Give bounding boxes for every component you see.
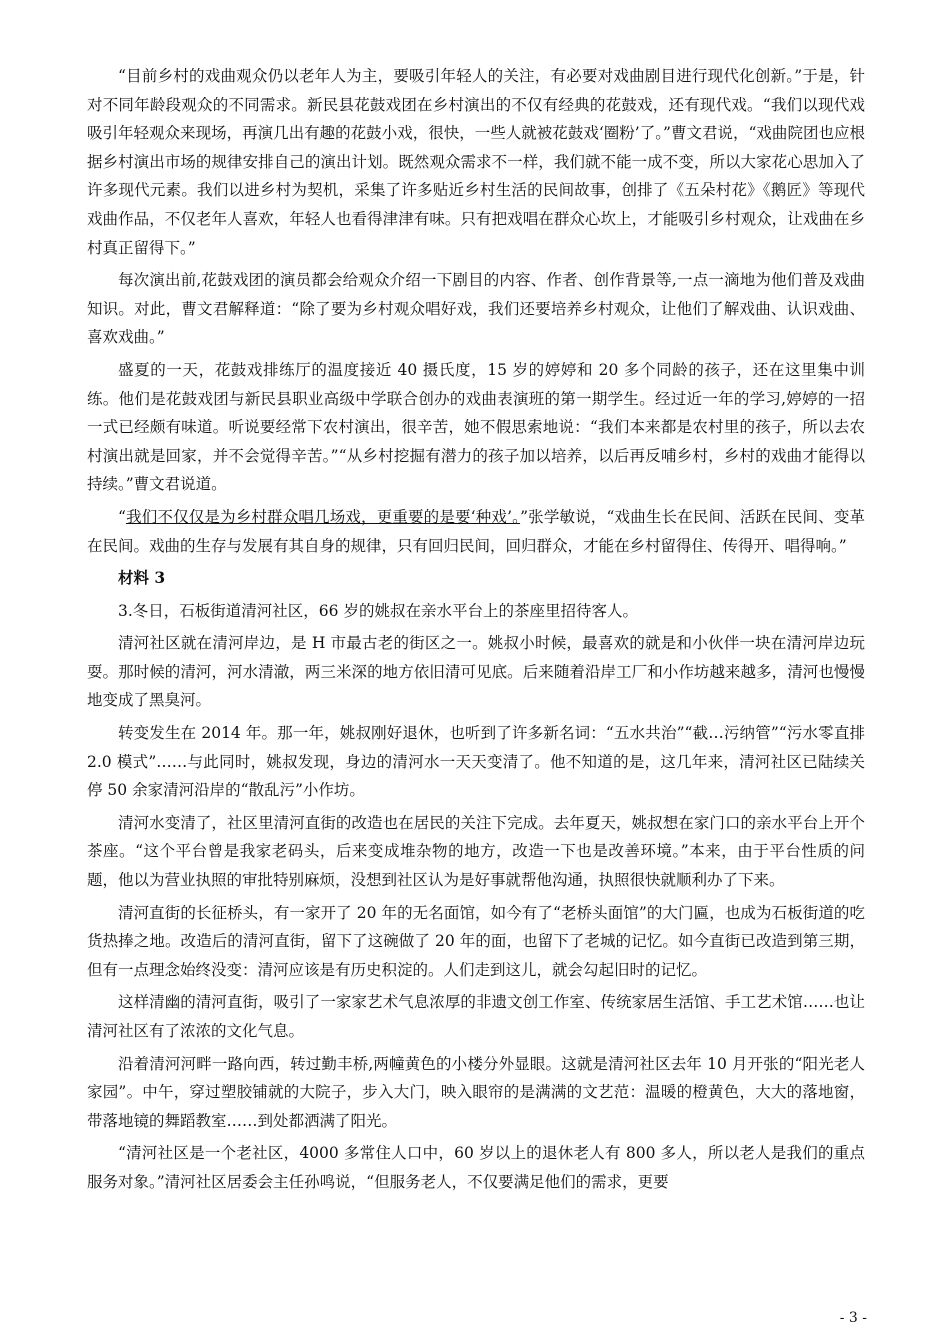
paragraph: 清河社区就在清河岸边，是 H 市最古老的街区之一。姚叔小时候，最喜欢的就是和小伙伴一块在清河岸边玩耍。那时候的清河，河水清澈，两三米深的地方依旧清可见底。后来随着沿岸工厂和小作坊越来越多，清河也慢慢地变成了黑臭河。 xyxy=(87,634,865,710)
paragraph: “清河社区是一个老社区，4000 多常住人口中，60 岁以上的退休老人有 800 多人，所以老人是我们的重点服务对象。”清河社区居委会主任孙鸣说，“但服务老人，不仅要满足他们的需求，更要 xyxy=(87,1144,865,1191)
paragraph: 每次演出前,花鼓戏团的演员都会给观众介绍一下剧目的内容、作者、创作背景等,一点一滴地为他们普及戏曲知识。对此，曹文君解释道：“除了要为乡村观众唱好戏，我们还要培养乡村观众，让他们了解戏曲、认识戏曲、喜欢戏曲。” xyxy=(87,271,865,347)
paragraph: 转变发生在 2014 年。那一年，姚叔刚好退休，也听到了许多新名词：“五水共治”“截…污纳管”“污水零直排 2.0 模式”……与此同时，姚叔发现，身边的清河水一天天变清了。他不知道的是，这几年来，清河社区已陆续关停 50 余家清河沿岸的“散乱污”小作坊。 xyxy=(87,724,865,800)
page-number: - 3 - xyxy=(839,1310,867,1326)
quote-paragraph xyxy=(87,503,865,560)
paragraph: 沿着清河河畔一路向西，转过勤丰桥,两幢黄色的小楼分外显眼。这就是清河社区去年 10 月开张的“阳光老人家园”。中午，穿过塑胶铺就的大院子，步入大门，映入眼帘的是满满的文艺范：温暖的橙黄色，大大的落地窗，带落地镜的舞蹈教室……到处都洒满了阳光。 xyxy=(87,1054,865,1130)
paragraph: 清河水变清了，社区里清河直街的改造也在居民的关注下完成。去年夏天，姚叔想在家门口的亲水平台上开个茶座。“这个平台曾是我家老码头，后来变成堆杂物的地方，改造一下也是改善环境。”本来，由于平台性质的问题，他以为营业执照的审批特别麻烦，没想到社区认为是好事就帮他沟通，执照很快就顺利办了下来。 xyxy=(87,813,865,890)
quote-open: “ xyxy=(118,507,126,526)
section-heading: 材料 3 xyxy=(118,568,166,588)
paragraph: “目前乡村的戏曲观众仍以老年人为主，要吸引年轻人的关注，有必要对戏曲剧目进行现代化创新。”于是，针对不同年龄段观众的不同需求。新民县花鼓戏团在乡村演出的不仅有经典的花鼓戏，还有现代戏。“我们以现代戏吸引年轻观众来现场，再演几出有趣的花鼓小戏，很快，一些人就被花鼓戏‘圈粉’了。”曹文君说，“戏曲院团也应根据乡村演出市场的规律安排自己的演出计划。既然观众需求不一样，我们就不能一成不变，所以大家花心思加入了许多现代元素。我们以进乡村为契机，采集了许多贴近乡村生活的民间故事，创排了《五朵村花》《鹅匠》等现代戏曲作品，不仅老年人喜欢，年轻人也看得津津有味。只有把戏唱在群众心坎上，才能吸引乡村观众，让戏曲在乡村真正留得下。” xyxy=(87,67,865,257)
paragraph: 盛夏的一天，花鼓戏排练厅的温度接近 40 摄氏度，15 岁的婷婷和 20 多个同龄的孩子，还在这里集中训练。他们是花鼓戏团与新民县职业高级中学联合创办的戏曲表演班的第一期学生。经过近一年的学习,婷婷的一招一式已经颇有味道。听说要经常下农村演出，很辛苦，她不假思索地说：“我们本来都是农村里的孩子，所以去农村演出就是回家，并不会觉得辛苦。”“从乡村挖掘有潜力的孩子加以培养，以后再反哺乡村，乡村的戏曲才能得以持续。”曹文君说道。 xyxy=(87,360,865,494)
quote-rest: ”张学敏说，“戏曲生长在民间、活跃在民间、变革在民间。戏曲的生存与发展有其自身的规律，只有回归民间，回归群众，才能在乡村留得住、传得开、唱得响。” xyxy=(87,507,865,555)
document-body xyxy=(87,62,865,1201)
paragraph: 清河直街的长征桥头，有一家开了 20 年的无名面馆，如今有了“老桥头面馆”的大门匾，也成为石板街道的吃货热捧之地。改造后的清河直街，留下了这碗做了 20 年的面，也留下了老城的记忆。如今直街已改造到第三期，但有一点理念始终没变：清河应该是有历史积淀的。人们走到这儿，就会勾起旧时的记忆。 xyxy=(87,903,865,979)
paragraph: 3.冬日，石板街道清河社区，66 岁的姚叔在亲水平台上的茶座里招待客人。 xyxy=(118,601,638,620)
underlined-quote: 我们不仅仅是为乡村群众唱几场戏，更重要的是要‘种戏’。 xyxy=(125,507,521,526)
paragraph: 这样清幽的清河直街，吸引了一家家艺术气息浓厚的非遗文创工作室、传统家居生活馆、手工艺术馆……也让清河社区有了浓浓的文化气息。 xyxy=(87,993,865,1040)
